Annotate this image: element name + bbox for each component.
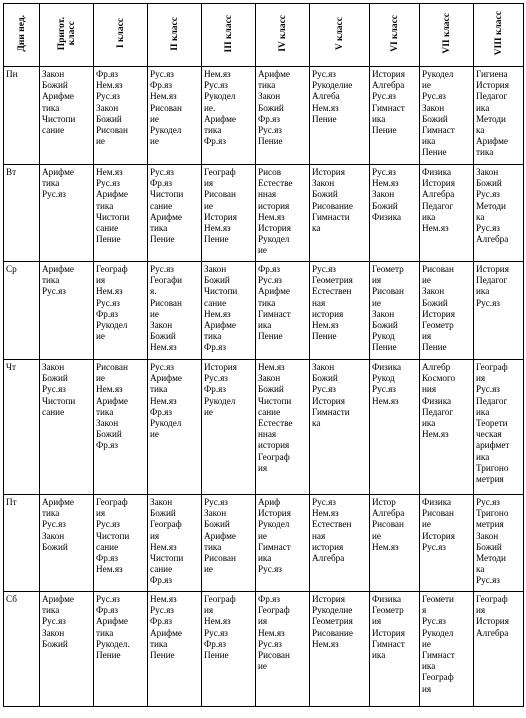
lesson-list: Алгебр Космого ния Физика Педагог ика Нем.яз — [422, 362, 456, 440]
lesson-list: Арифме тика Рус.яз Закон Божий — [42, 497, 74, 552]
lesson-cell — [40, 495, 94, 592]
lesson-cell — [94, 165, 148, 262]
header-class-4: IV класс — [256, 4, 310, 67]
day-cell: Пт — [4, 495, 40, 592]
lesson-list: Географ ия Нем.яз Рус.яз Фр.яз Пение — [204, 594, 236, 661]
lesson-cell — [148, 592, 202, 707]
lesson-list: Рукодел ие Рус.яз Закон Божий Гимнаст ика Пение — [422, 69, 455, 158]
lesson-list: Ариф История Рукодел ие Гимнаст ика Рус.яз — [258, 497, 291, 575]
lesson-list: Нем.яз Рус.яз Фр.яз Арифме тика Пение — [150, 594, 182, 661]
lesson-cell — [420, 495, 474, 592]
lesson-cell — [256, 67, 310, 165]
lesson-cell — [474, 165, 524, 262]
lesson-list: Рус.яз Закон Божий Арифме тика Рисован ие — [204, 497, 236, 575]
lesson-cell — [148, 495, 202, 592]
lesson-cell — [94, 592, 148, 707]
header-class-1: I класс — [94, 4, 148, 67]
lesson-cell — [148, 165, 202, 262]
header-class-3: III класс — [202, 4, 256, 67]
lesson-cell — [420, 592, 474, 707]
day-cell: Чт — [4, 360, 40, 495]
header-class-8: VIII класс — [474, 4, 524, 67]
lesson-list: Арифме тика Рус.яз Закон Божий — [42, 594, 74, 649]
lesson-list: Физика Рисован ие История Рус.яз — [422, 497, 455, 552]
lesson-list: Рисов Естестве нная история Нем.яз История Рукодел ие — [258, 167, 293, 256]
lesson-list: Рисован ие Закон Божий История Геометр ия Пение — [422, 264, 455, 353]
lesson-cell — [310, 262, 370, 360]
lesson-list: Рус.яз Тригоно метрия Закон Божий Методи ка Рус.яз — [476, 497, 509, 586]
lesson-list: Рус.яз Нем.яз Закон Божий Физика — [372, 167, 402, 222]
lesson-cell — [370, 67, 420, 165]
lesson-list: Рус.яз Арифме тика Нем.яз Фр.яз Рукодел ие — [150, 362, 182, 440]
lesson-cell — [148, 262, 202, 360]
lesson-cell — [202, 592, 256, 707]
lesson-list: Геомети я Рус.яз Рукодел ие Гимнаст ика Географ ия — [422, 594, 455, 694]
header-prep-class: Пригот. класс — [40, 4, 94, 67]
lesson-list: Рус.яз Нем.яз Естествен ная история Алгебра — [312, 497, 352, 564]
lesson-cell — [202, 495, 256, 592]
lesson-list: Рус.яз Геометрия Естествен ная история Нем.яз Пение — [312, 264, 353, 342]
lesson-list: История Закон Божий Рисование Гимнасти ка — [312, 167, 353, 234]
lesson-list: Рус.яз Фр.яз Чистопи сание Арифме тика Пение — [150, 167, 184, 245]
lesson-list: История Педагог ика Рус.яз — [476, 264, 509, 308]
lesson-list: Рус.яз Фр.яз Нем.яз Рисован ие Рукодел ие — [150, 69, 182, 147]
lesson-list: Рисован ие Нем.яз Арифме тика Закон Божий Фр.яз — [96, 362, 128, 451]
lesson-cell — [310, 165, 370, 262]
lesson-list: Рус.яз Рукоделие Алгеба Нем.яз Пение — [312, 69, 353, 124]
lesson-list: Нем.яз Закон Божий Чистопи сание Естестве нная история Географ ия — [258, 362, 293, 473]
lesson-list: История Рус.яз Фр.яз Рукодел ие — [204, 362, 237, 417]
header-class-2: II класс — [148, 4, 202, 67]
lesson-list: Нем.яз Рус.яз Арифме тика Чистопи сание Пение — [96, 167, 130, 245]
lesson-list: Географ ия Нем.яз Рус.яз Фр.яз Рукодел ие — [96, 264, 128, 342]
lesson-cell — [420, 165, 474, 262]
lesson-cell — [94, 360, 148, 495]
lesson-cell — [256, 592, 310, 707]
table-row — [4, 262, 524, 360]
table-row — [4, 165, 524, 262]
table-row — [4, 592, 524, 707]
day-cell: Пн — [4, 67, 40, 165]
table-row — [4, 67, 524, 165]
lesson-list: Закон Божий Арифме тика Чистопи сание — [42, 69, 76, 136]
lesson-cell — [94, 495, 148, 592]
lesson-list: Географ ия Рисован ие История Нем.яз Пение — [204, 167, 237, 245]
lesson-list: Закон Божий Чистопи сание Нем.яз Арифме тика Фр.яз — [204, 264, 238, 353]
header-class-7: VII класс — [420, 4, 474, 67]
lesson-cell — [370, 360, 420, 495]
header-days: Дни нед. — [4, 4, 40, 67]
day-cell: Сб — [4, 592, 40, 707]
lesson-cell — [40, 592, 94, 707]
lesson-list: Закон Божий Рус.яз История Гимнасти ка — [312, 362, 350, 429]
lesson-cell — [310, 592, 370, 707]
lesson-cell — [40, 262, 94, 360]
lesson-list: Географ ия Рус.яз Педагог ика Теорети ческая арифмет ика Тригоно метрия — [476, 362, 510, 485]
lesson-list: Фр.яз Географ ия Нем.яз Рус.яз Рисован ие — [258, 594, 290, 672]
lesson-cell — [256, 495, 310, 592]
lesson-cell — [202, 165, 256, 262]
schedule-table — [3, 3, 524, 707]
lesson-list: История Рукоделие Геометрия Рисование Нем.яз — [312, 594, 353, 649]
lesson-list: Физика История Алгебра Педагог ика Нем.яз — [422, 167, 455, 234]
lesson-cell — [310, 495, 370, 592]
lesson-list: Рус.яз Геогафи я. Рисован ие Закон Божий Нем.яз — [150, 264, 182, 353]
lesson-list: Нем.яз Рус.яз Рукодел ие. Арифме тика Фр.яз — [204, 69, 236, 147]
lesson-cell — [256, 262, 310, 360]
lesson-list: Арифме тика Рус.яз — [42, 167, 74, 200]
table-row — [4, 360, 524, 495]
lesson-cell — [474, 592, 524, 707]
lesson-list: Физика Геометр ия История Гимнаст ика — [372, 594, 405, 661]
lesson-list: Фр.яз Нем.яз Рус.яз Закон Божий Рисован ие — [96, 69, 128, 147]
lesson-list: Географ ия Рус.яз Чистопи сание Фр.яз Нем.яз — [96, 497, 130, 575]
header-class-5: V класс — [310, 4, 370, 67]
lesson-cell — [474, 67, 524, 165]
lesson-cell — [310, 360, 370, 495]
lesson-list: Рус.яз Фр.яз Арифме тика Рукодел. Пение — [96, 594, 130, 661]
lesson-cell — [256, 360, 310, 495]
lesson-list: Закон Божий Рус.яз Чистопи сание — [42, 362, 76, 417]
lesson-cell — [202, 67, 256, 165]
lesson-list: Физика Рукод Рус.яз Нем.яз — [372, 362, 402, 406]
lesson-cell — [310, 67, 370, 165]
lesson-cell — [420, 262, 474, 360]
lesson-cell — [202, 360, 256, 495]
lesson-cell — [94, 67, 148, 165]
lesson-cell — [148, 67, 202, 165]
lesson-cell — [370, 592, 420, 707]
day-cell: Ср — [4, 262, 40, 360]
lesson-cell — [420, 360, 474, 495]
lesson-cell — [256, 165, 310, 262]
lesson-list: Закон Божий Географ ия Нем.яз Чистопи сание Фр.яз — [150, 497, 184, 586]
lesson-list: Истор Алгебра Рисован ие Нем.яз — [372, 497, 405, 552]
lesson-list: Фр.яз Рус.яз Арифме тика Гимнаст ика Пение — [258, 264, 291, 342]
lesson-list: История Алгебра Рус.яз Гимнаст ика Пение — [372, 69, 405, 136]
lesson-list: Геометр ия Рисован ие Закон Божий Рукод Пение — [372, 264, 404, 353]
lesson-cell — [370, 262, 420, 360]
header-row — [4, 4, 524, 67]
lesson-cell — [40, 165, 94, 262]
lesson-cell — [202, 262, 256, 360]
lesson-cell — [474, 262, 524, 360]
lesson-cell — [94, 262, 148, 360]
table-row — [4, 495, 524, 592]
lesson-cell — [40, 67, 94, 165]
lesson-list: Гигиена История Педагог ика Методи ка Арифме тика — [476, 69, 509, 158]
lesson-list: Арифме тика Закон Божий Фр.яз Рус.яз Пение — [258, 69, 290, 147]
header-class-6: VI класс — [370, 4, 420, 67]
lesson-cell — [420, 67, 474, 165]
lesson-list: Закон Божий Рус.яз Методи ка Рус.яз Алгебра — [476, 167, 509, 245]
lesson-cell — [40, 360, 94, 495]
lesson-list: Географ ия История Алгебра — [476, 594, 509, 638]
lesson-cell — [474, 495, 524, 592]
lesson-list: Арифме тика Рус.яз — [42, 264, 74, 297]
lesson-cell — [474, 360, 524, 495]
lesson-cell — [370, 495, 420, 592]
day-cell: Вт — [4, 165, 40, 262]
lesson-cell — [370, 165, 420, 262]
lesson-cell — [148, 360, 202, 495]
